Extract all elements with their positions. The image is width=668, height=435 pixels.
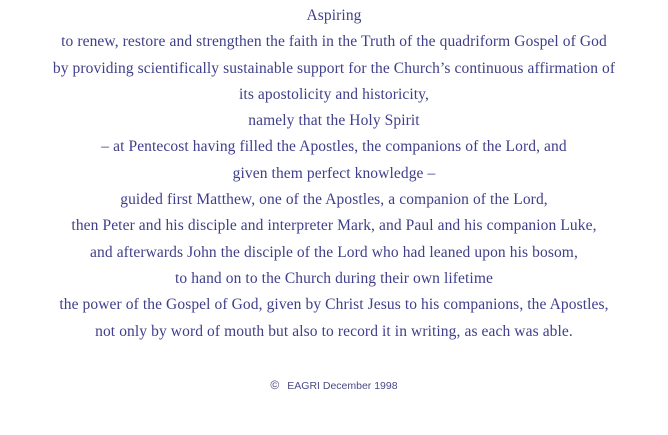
mission-statement xyxy=(0,3,668,345)
copyright-text: EAGRI December 1998 xyxy=(287,380,398,392)
statement-line-6: – at Pentecost having filled the Apostles, the companions of the Lord, and xyxy=(101,138,567,156)
statement-line-7: given them perfect knowledge – xyxy=(232,164,436,182)
copyright-footer xyxy=(0,378,668,393)
copyright-icon: © xyxy=(270,378,280,392)
statement-line-10: and afterwards John the disciple of the Lord who had leaned upon his bosom, xyxy=(90,243,578,261)
statement-line-9: then Peter and his disciple and interpreter Mark, and Paul and his companion Luke, xyxy=(71,217,597,235)
statement-line-1: Aspiring xyxy=(306,7,362,24)
statement-line-8: guided first Matthew, one of the Apostles, a companion of the Lord, xyxy=(120,191,548,209)
statement-line-4: its apostolicity and historicity, xyxy=(239,85,429,103)
statement-line-2: to renew, restore and strengthen the faith in the Truth of the quadriform Gospel of God xyxy=(61,33,607,51)
statement-line-5: namely that the Holy Spirit xyxy=(248,112,420,130)
statement-line-12: the power of the Gospel of God, given by Christ Jesus to his companions, the Apostles, xyxy=(59,296,609,314)
statement-line-3: by providing scientifically sustainable support for the Church’s continuous affirmation of xyxy=(52,59,616,77)
statement-line-11: to hand on to the Church during their own lifetime xyxy=(175,269,493,287)
statement-line-13: not only by word of mouth but also to record it in writing, as each was able. xyxy=(95,322,573,340)
